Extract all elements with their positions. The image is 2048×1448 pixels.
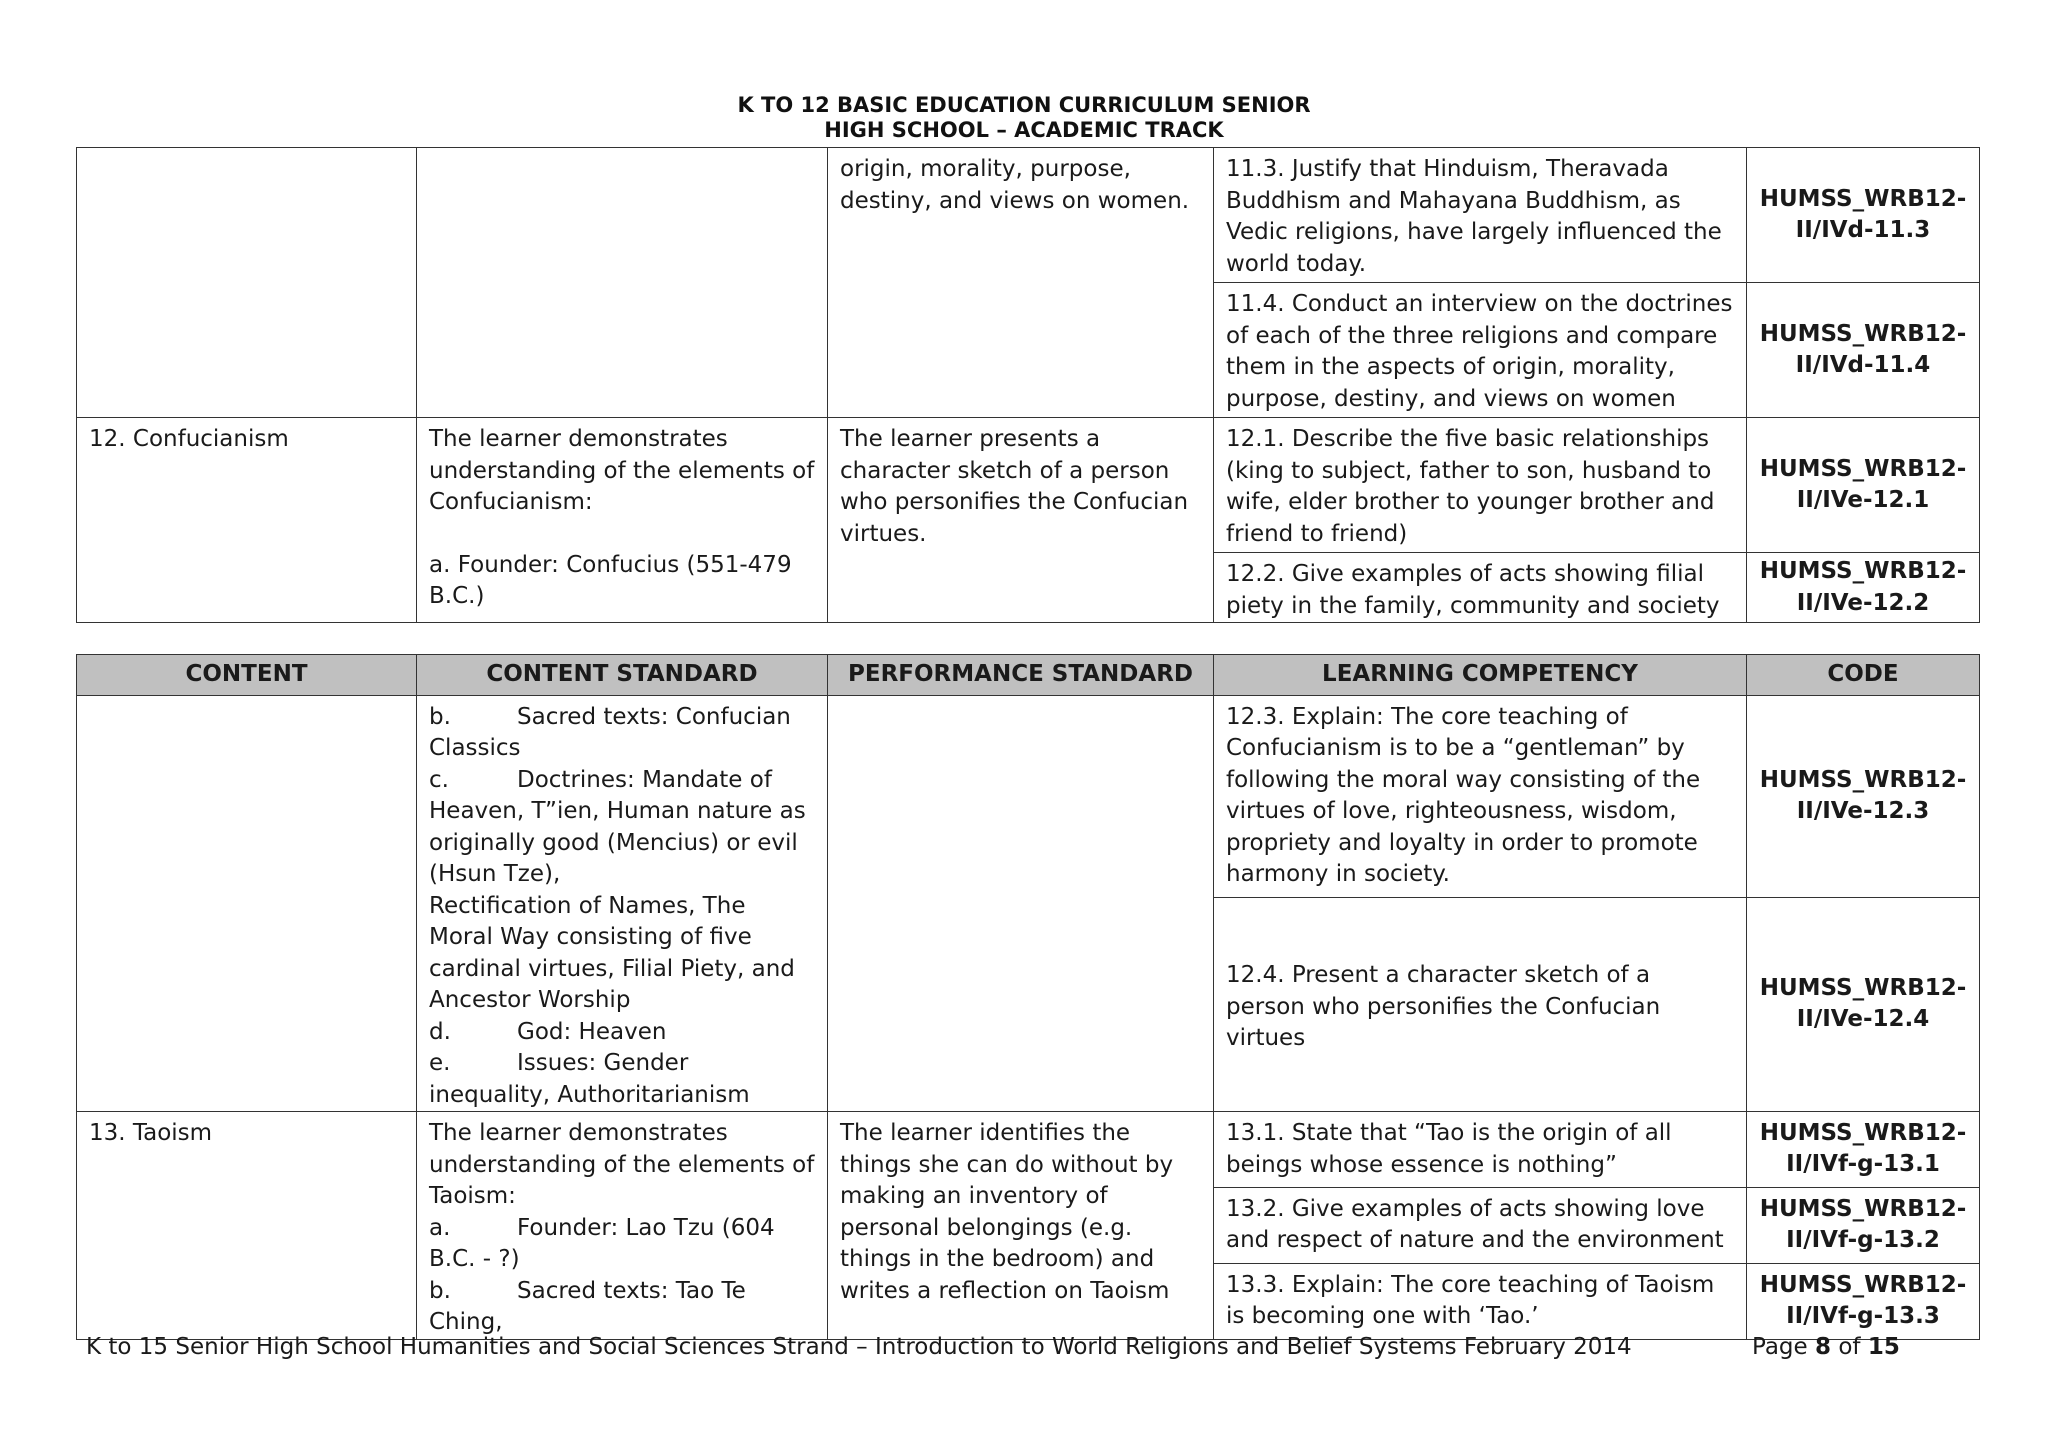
header-performance-standard: PERFORMANCE STANDARD	[828, 655, 1214, 696]
code-12-2: HUMSS_WRB12-II/IVe-12.2	[1747, 553, 1980, 623]
header-learning-competency: LEARNING COMPETENCY	[1214, 655, 1747, 696]
standard-item-a: a. Founder: Confucius (551-479 B.C.)	[429, 551, 792, 609]
learning-competency-11-3: 11.3. Justify that Hinduism, Theravada Buddhism and Mahayana Buddhism, as Vedic religions, have largely influenced the world today.	[1214, 148, 1747, 283]
performance-standard-taoism: The learner identifies the things she can do without by making an inventory of personal belongings (e.g. things in the bedroom) and writes a reflection on Taoism	[828, 1112, 1214, 1340]
performance-standard-cell: origin, morality, purpose, destiny, and views on women.	[828, 148, 1214, 418]
performance-standard-cell-empty	[828, 695, 1214, 1112]
learning-competency-12-2: 12.2. Give examples of acts showing filial piety in the family, community and society	[1214, 553, 1747, 623]
content-taoism: 13. Taoism	[77, 1112, 417, 1340]
code-11-3: HUMSS_WRB12-II/IVd-11.3	[1747, 148, 1980, 283]
standard-item-a: a. Founder: Lao Tzu (604 B.C. - ?)	[429, 1214, 775, 1272]
standard-intro: The learner demonstrates understanding of the elements of Taoism:	[429, 1120, 815, 1209]
performance-standard-confucianism: The learner presents a character sketch of a person who personifies the Confucian virtues.	[828, 418, 1214, 623]
standard-item-c-continued: Rectification of Names, The Moral Way consisting of five cardinal virtues, Filial Piety, and Ancestor Worship	[429, 892, 795, 1013]
code-13-3: HUMSS_WRB12-II/IVf-g-13.3	[1747, 1263, 1980, 1339]
footer-text: K to 15 Senior High School Humanities and Social Sciences Strand – Introduction to World Religions and Belief Systems February 2014	[86, 1334, 1632, 1360]
standard-item-b: b. Sacred texts: Confucian Classics	[429, 703, 791, 761]
content-cell-empty	[77, 148, 417, 418]
document-header-line-1: K TO 12 BASIC EDUCATION CURRICULUM SENIOR	[737, 93, 1311, 117]
code-12-3: HUMSS_WRB12-II/IVe-12.3	[1747, 695, 1980, 897]
standard-intro: The learner demonstrates understanding of the elements of Confucianism:	[429, 426, 815, 515]
standard-item-d: d. God: Heaven	[429, 1018, 667, 1045]
learning-competency-12-1: 12.1. Describe the five basic relationships (king to subject, father to son, husband to wife, elder brother to younger brother and friend to friend)	[1214, 418, 1747, 553]
header-content: CONTENT	[77, 655, 417, 696]
learning-competency-13-3: 13.3. Explain: The core teaching of Taoism is becoming one with ‘Tao.’	[1214, 1263, 1747, 1339]
code-12-1: HUMSS_WRB12-II/IVe-12.1	[1747, 418, 1980, 553]
code-13-2: HUMSS_WRB12-II/IVf-g-13.2	[1747, 1187, 1980, 1263]
page-number: Page 8 of 15	[1752, 1334, 1900, 1360]
learning-competency-13-1: 13.1. State that “Tao is the origin of all beings whose essence is nothing”	[1214, 1112, 1747, 1188]
content-standard-cell-empty	[417, 148, 828, 418]
code-11-4: HUMSS_WRB12-II/IVd-11.4	[1747, 283, 1980, 418]
learning-competency-12-3: 12.3. Explain: The core teaching of Confucianism is to be a “gentleman” by following the moral way consisting of the virtues of love, righteousness, wisdom, propriety and loyalty in order to promote harmony in society.	[1214, 695, 1747, 897]
document-header-line-2: HIGH SCHOOL – ACADEMIC TRACK	[824, 118, 1224, 142]
standard-item-c: c. Doctrines: Mandate of Heaven, T”ien, Human nature as originally good (Mencius) or evil (Hsun Tze),	[429, 766, 806, 887]
code-12-4: HUMSS_WRB12-II/IVe-12.4	[1747, 897, 1980, 1111]
curriculum-table-continued	[76, 147, 1980, 623]
learning-competency-13-2: 13.2. Give examples of acts showing love and respect of nature and the environment	[1214, 1187, 1747, 1263]
content-standard-confucianism-cont	[417, 695, 828, 1112]
learning-competency-11-4: 11.4. Conduct an interview on the doctrines of each of the three religions and compare them in the aspects of origin, morality, purpose, destiny, and views on women	[1214, 283, 1747, 418]
content-confucianism: 12. Confucianism	[77, 418, 417, 623]
table-header-row	[77, 655, 1980, 696]
content-cell-empty	[77, 695, 417, 1112]
code-13-1: HUMSS_WRB12-II/IVf-g-13.1	[1747, 1112, 1980, 1188]
learning-competency-12-4: 12.4. Present a character sketch of a person who personifies the Confucian virtues	[1214, 897, 1747, 1111]
content-standard-confucianism	[417, 418, 828, 623]
standard-item-e: e. Issues: Gender inequality, Authoritarianism	[429, 1050, 750, 1108]
header-content-standard: CONTENT STANDARD	[417, 655, 828, 696]
standard-item-b: b. Sacred texts: Tao Te Ching,	[429, 1277, 746, 1335]
curriculum-table	[76, 654, 1980, 1340]
header-code: CODE	[1747, 655, 1980, 696]
content-standard-taoism	[417, 1112, 828, 1340]
